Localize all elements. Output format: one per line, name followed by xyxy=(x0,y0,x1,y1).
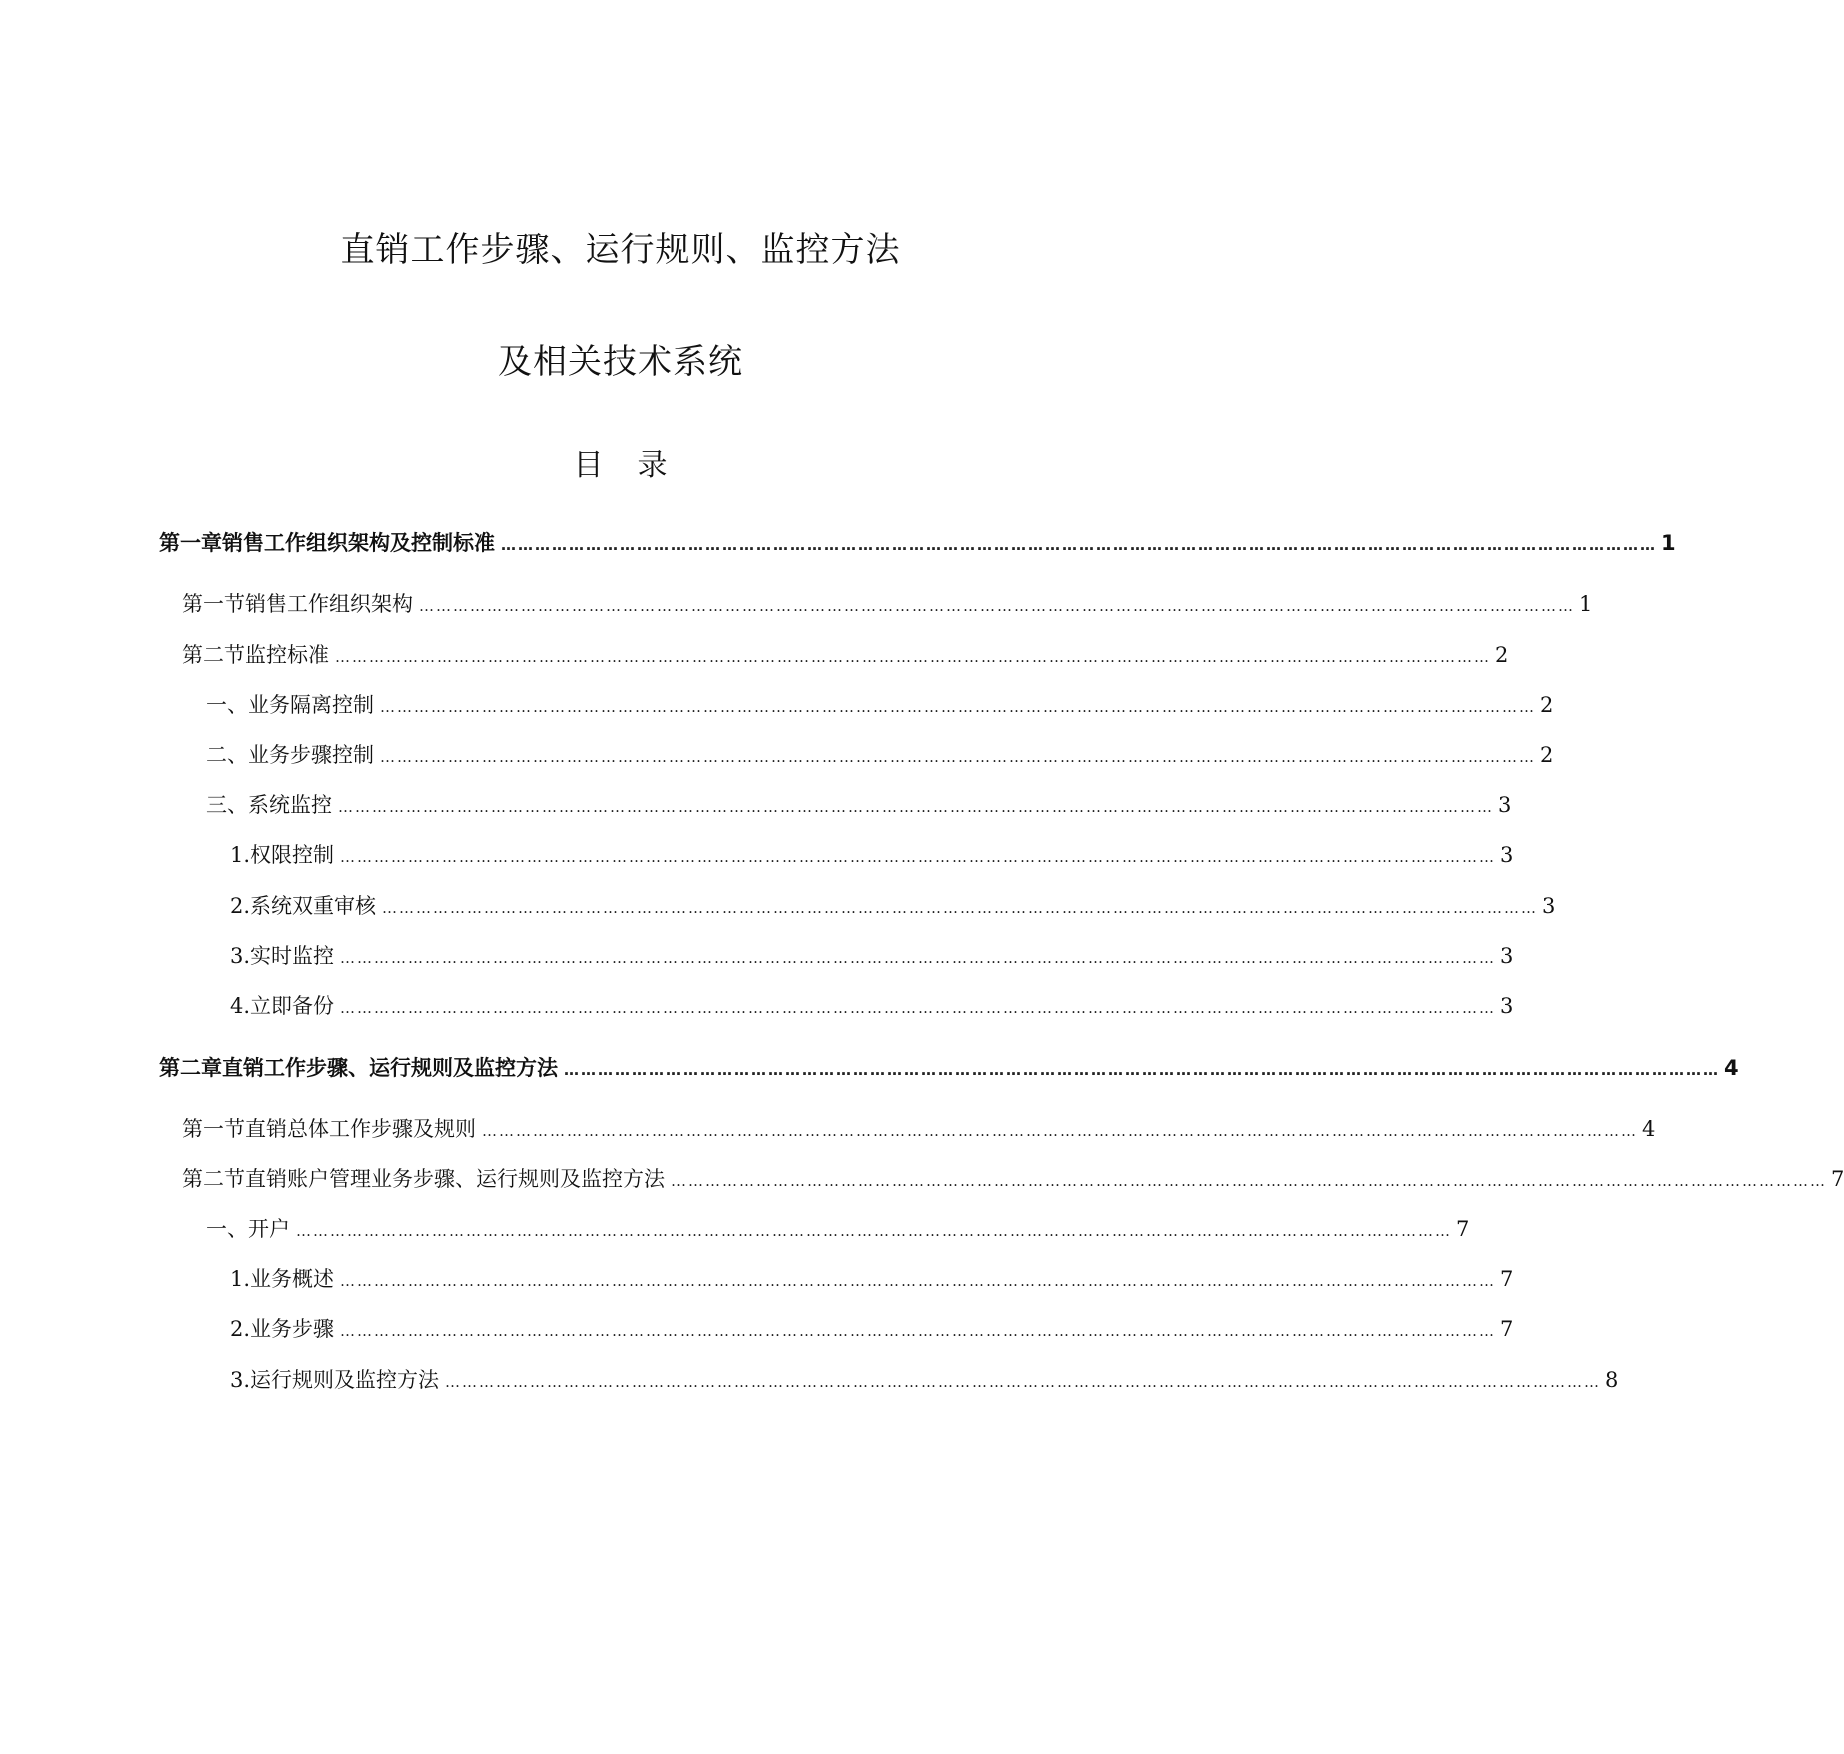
toc-entry-page: 8 xyxy=(1605,1368,1619,1392)
toc-entry-title: 直销总体工作步骤及规则 xyxy=(245,1117,476,1141)
toc-entry-section[interactable] xyxy=(182,589,1593,619)
toc-entry-prefix: 2. xyxy=(230,1317,251,1341)
toc-entry-page: 3 xyxy=(1500,843,1514,867)
toc-leader-dots: …………………………………………………………………………………………………………………………………………………………………………………… xyxy=(340,1322,1497,1340)
toc-entry-page: 7 xyxy=(1831,1167,1844,1191)
toc-leader-dots: …………………………………………………………………………………………………………………………………………………………………………………… xyxy=(335,648,1491,666)
toc-entry-page: 3 xyxy=(1500,944,1514,968)
toc-entry-title: 直销账户管理业务步骤、运行规则及监控方法 xyxy=(245,1167,665,1191)
toc-entry-prefix: 1. xyxy=(230,1267,251,1291)
toc-entry-page: 7 xyxy=(1456,1217,1470,1241)
toc-leader-dots: …………………………………………………………………………………………………………………………………………………………………………………… xyxy=(380,698,1536,716)
toc-leader-dots: …………………………………………………………………………………………………………………………………………………………………………………… xyxy=(445,1373,1602,1391)
toc-leader-dots: …………………………………………………………………………………………………………………………………………………………………………………… xyxy=(482,1122,1638,1140)
toc-entry-title: 监控标准 xyxy=(245,643,329,667)
toc-entry-prefix: 第二节 xyxy=(182,643,245,667)
toc-entry-title: 开户 xyxy=(248,1217,290,1241)
toc-entry-title: 直销工作步骤、运行规则及监控方法 xyxy=(222,1056,558,1080)
toc-entry-page: 2 xyxy=(1540,693,1554,717)
toc-entry-item[interactable] xyxy=(230,1365,1619,1395)
toc-entry-title: 实时监控 xyxy=(250,944,335,968)
toc-entry-prefix: 1. xyxy=(230,843,251,867)
toc-entry-title: 立即备份 xyxy=(250,994,335,1018)
toc-entry-prefix: 第二节 xyxy=(182,1167,245,1191)
toc-leader-dots: …………………………………………………………………………………………………………………………………………………………………………………… xyxy=(296,1222,1452,1240)
toc-entry-prefix: 3. xyxy=(230,944,251,968)
toc-entry-prefix: 第一章 xyxy=(159,531,222,555)
toc-leader-dots: …………………………………………………………………………………………………………………………………………………………………………………… xyxy=(340,1272,1497,1290)
toc-leader-dots: …………………………………………………………………………………………………………………………………………………………………………………… xyxy=(380,748,1536,766)
toc-leader-dots: …………………………………………………………………………………………………………………………………………………………………………………… xyxy=(340,848,1497,866)
toc-entry-prefix: 2. xyxy=(230,894,251,918)
toc-entry-page: 7 xyxy=(1500,1267,1514,1291)
toc-entry-title: 权限控制 xyxy=(250,843,335,867)
toc-entry-prefix: 4. xyxy=(230,994,251,1018)
toc-entry-item[interactable] xyxy=(230,891,1556,921)
toc-leader-dots: …………………………………………………………………………………………………………………………………………………………………………………… xyxy=(671,1172,1827,1190)
toc-entry-page: 3 xyxy=(1498,793,1512,817)
toc-leader-dots: …………………………………………………………………………………………………………………………………………………………………………………… xyxy=(382,899,1539,917)
toc-entry-prefix: 一、 xyxy=(206,693,248,717)
toc-entry-page: 7 xyxy=(1500,1317,1514,1341)
toc-entry-prefix: 三、 xyxy=(206,793,248,817)
toc-entry-title: 销售工作组织架构及控制标准 xyxy=(222,531,495,555)
toc-leader-dots: …………………………………………………………………………………………………………………………………………………………………………………… xyxy=(564,1061,1720,1079)
toc-entry-item[interactable] xyxy=(230,991,1514,1021)
toc-entry-subsection[interactable] xyxy=(206,690,1554,720)
toc-entry-item[interactable] xyxy=(230,941,1514,971)
toc-heading-right: 录 xyxy=(637,448,668,483)
toc-leader-dots: …………………………………………………………………………………………………………………………………………………………………………………… xyxy=(340,999,1497,1017)
toc-entry-section[interactable] xyxy=(182,640,1509,670)
toc-entry-page: 1 xyxy=(1579,592,1593,616)
toc-entry-prefix: 一、 xyxy=(206,1217,248,1241)
toc-entry-title: 业务概述 xyxy=(250,1267,335,1291)
toc-entry-prefix: 二、 xyxy=(206,743,248,767)
toc-entry-chapter[interactable] xyxy=(159,528,1676,558)
toc-entry-title: 系统双重审核 xyxy=(250,894,377,918)
toc-entry-subsection[interactable] xyxy=(206,1214,1470,1244)
toc-entry-subsection[interactable] xyxy=(206,740,1554,770)
toc-entry-prefix: 3. xyxy=(230,1368,251,1392)
toc-entry-title: 运行规则及监控方法 xyxy=(250,1368,440,1392)
toc-entry-prefix: 第一节 xyxy=(182,1117,245,1141)
toc-leader-dots: …………………………………………………………………………………………………………………………………………………………………………………… xyxy=(419,597,1575,615)
toc-entry-page: 3 xyxy=(1500,994,1514,1018)
toc-entry-section[interactable] xyxy=(182,1164,1844,1194)
toc-entry-item[interactable] xyxy=(230,840,1514,870)
toc-leader-dots: …………………………………………………………………………………………………………………………………………………………………………………… xyxy=(501,536,1657,554)
toc-entry-page: 2 xyxy=(1540,743,1554,767)
toc-entry-prefix: 第二章 xyxy=(159,1056,222,1080)
document-title-line1: 直销工作步骤、运行规则、监控方法 xyxy=(340,230,901,270)
toc-entry-subsection[interactable] xyxy=(206,790,1512,820)
toc-entry-title: 系统监控 xyxy=(248,793,332,817)
toc-heading-left: 目 xyxy=(573,448,604,483)
toc-entry-page: 4 xyxy=(1724,1056,1739,1080)
toc-entry-title: 业务隔离控制 xyxy=(248,693,374,717)
toc-leader-dots: …………………………………………………………………………………………………………………………………………………………………………………… xyxy=(338,798,1494,816)
document-title-line2: 及相关技术系统 xyxy=(498,342,743,382)
toc-entry-title: 业务步骤 xyxy=(250,1317,335,1341)
toc-entry-page: 2 xyxy=(1495,643,1509,667)
toc-entry-title: 业务步骤控制 xyxy=(248,743,374,767)
toc-entry-page: 3 xyxy=(1542,894,1556,918)
toc-entry-prefix: 第一节 xyxy=(182,592,245,616)
toc-entry-title: 销售工作组织架构 xyxy=(245,592,413,616)
toc-entry-item[interactable] xyxy=(230,1314,1514,1344)
toc-entry-chapter[interactable] xyxy=(159,1053,1739,1083)
toc-entry-page: 1 xyxy=(1661,531,1676,555)
toc-entry-section[interactable] xyxy=(182,1114,1656,1144)
toc-leader-dots: …………………………………………………………………………………………………………………………………………………………………………………… xyxy=(340,949,1497,967)
toc-entry-item[interactable] xyxy=(230,1264,1514,1294)
toc-entry-page: 4 xyxy=(1642,1117,1656,1141)
